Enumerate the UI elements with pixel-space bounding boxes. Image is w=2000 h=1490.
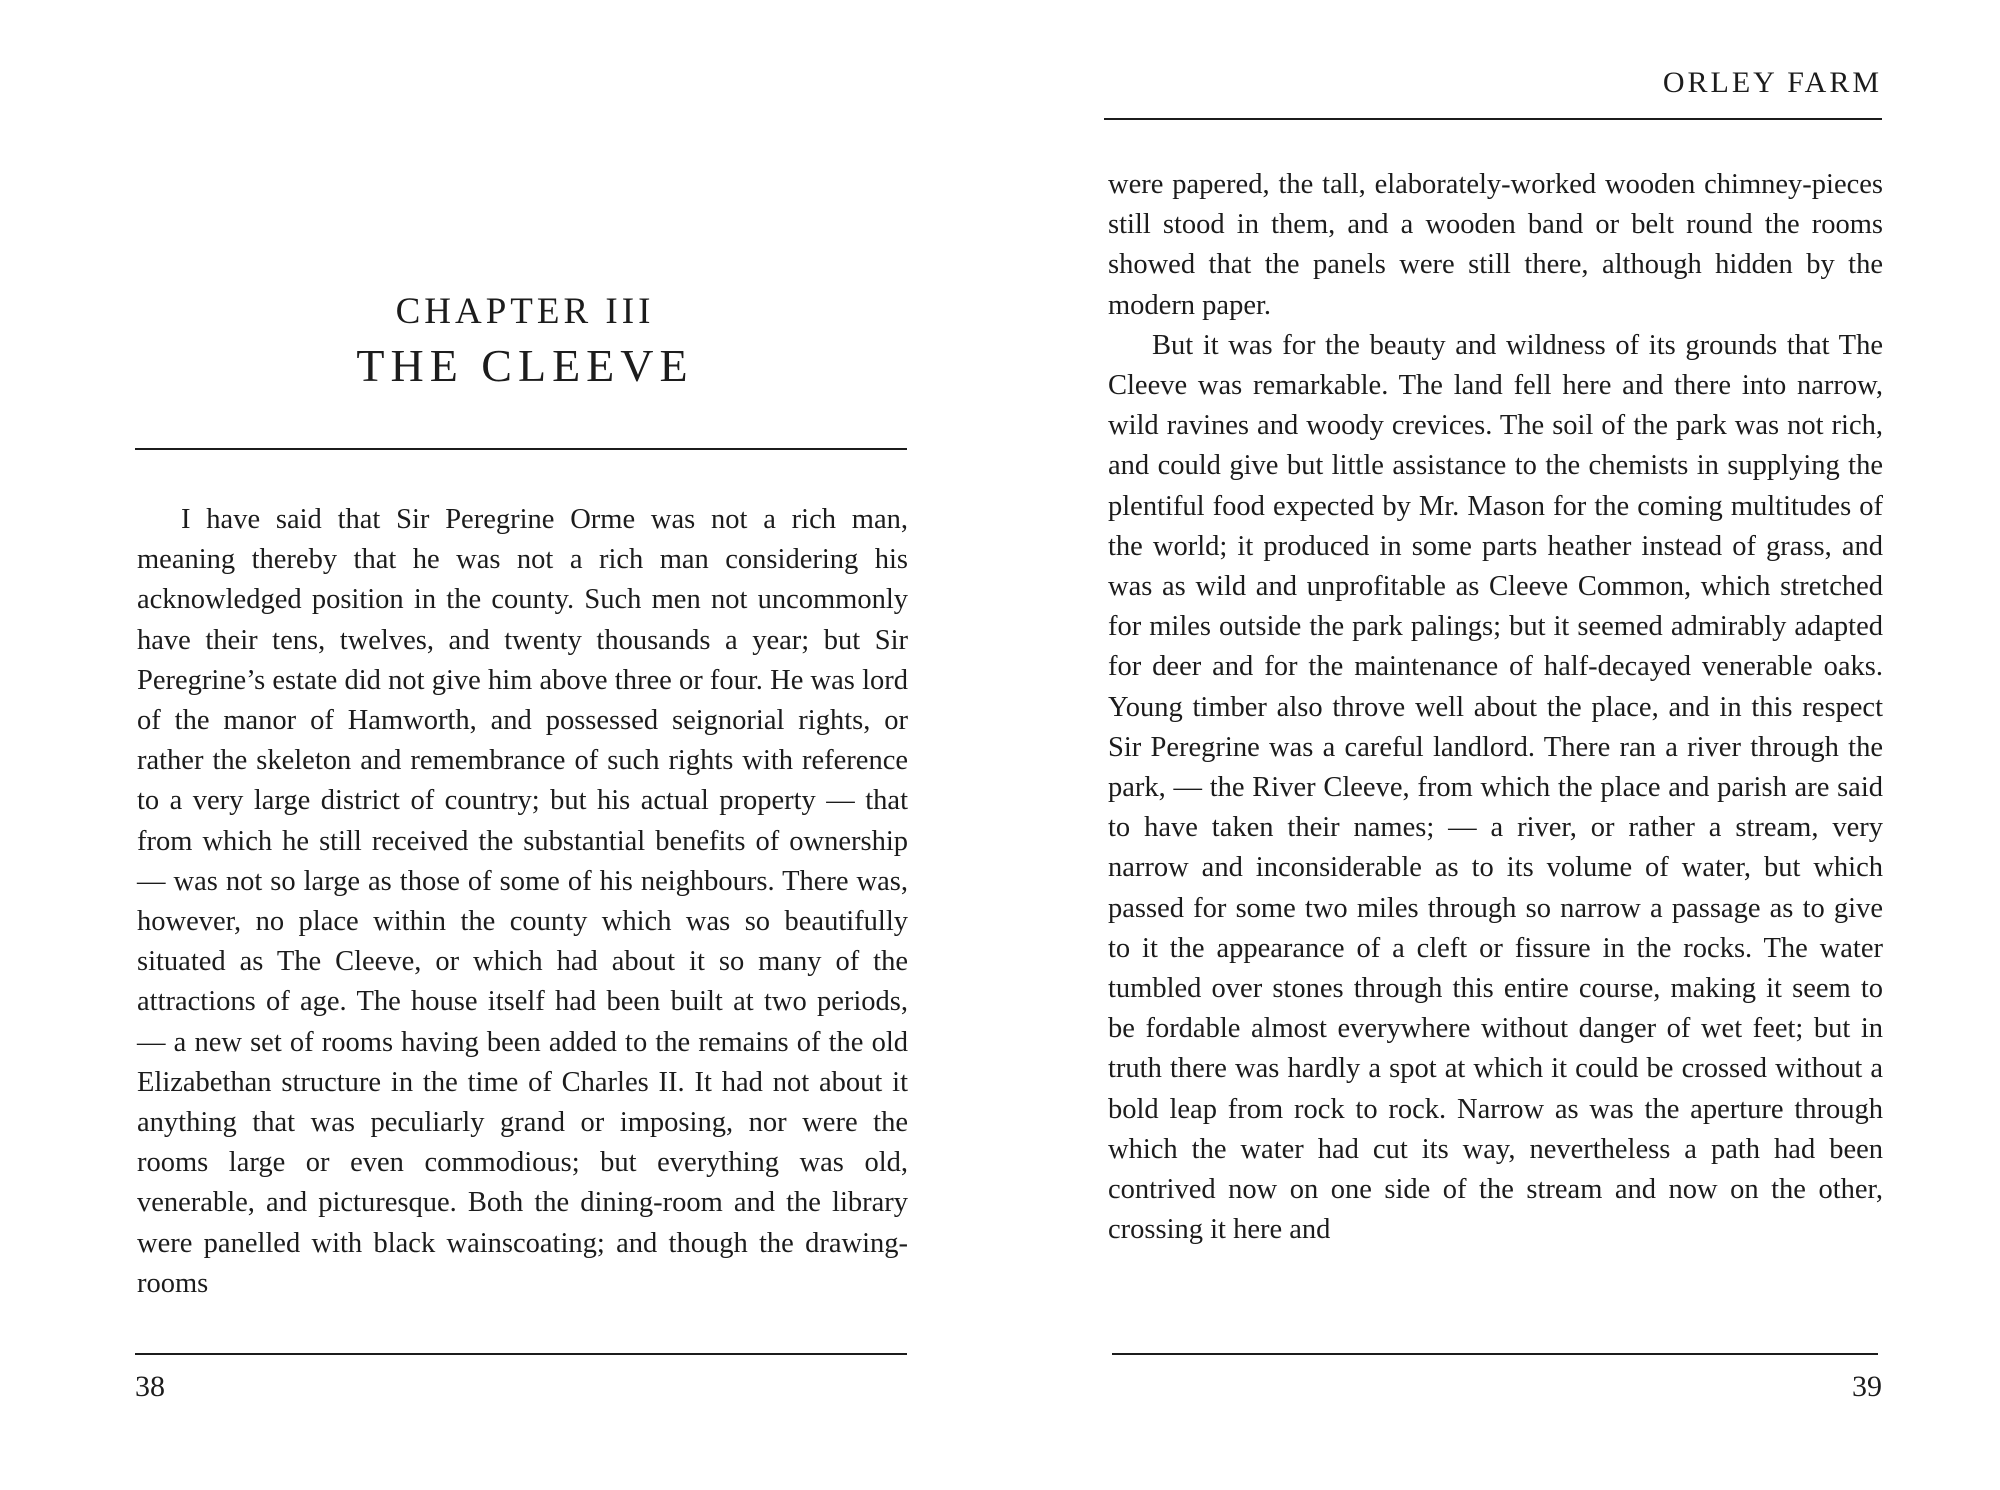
continued-paragraph: were papered, the tall, elaborately-worked wooden chimney-pieces still stood in them, and a wooden band or belt round the rooms showed that the panels were still there, although hidden by the modern paper. [1108, 169, 1883, 321]
left-page-paragraph: I have said that Sir Peregrine Orme was not a rich man, meaning thereby that he was not a rich man considering his acknowledged position in the county. Such men not uncommonly have their tens, twelves, and twenty thousands a year; but Sir Peregrine’s estate did not give him above three or four. He was lord of the manor of Hamworth, and possessed seignorial rights, or rather the skeleton and remembrance of such rights with reference to a very large district of country; but his actual property — that from which he still received the substantial benefits of ownership — was not so large as those of some of his neighbours. There was, however, no place within the county which was so beautifully situated as The Cleeve, or which had about it so many of the attractions of age. The house itself had been built at two periods, — a new set of rooms having been added to the remains of the old Elizabethan structure in the time of Charles II. It had not about it anything that was peculiarly grand or imposing, nor were the rooms large or even commodious; but everything was old, venerable, and picturesque. Both the dining-room and the library were panelled with black wainscoating; and though the drawing-rooms [137, 504, 908, 1299]
running-head: ORLEY FARM [1662, 66, 1882, 99]
left-footer-rule [135, 1353, 907, 1355]
right-page-number: 39 [1852, 1370, 1882, 1403]
right-page [1000, 0, 2000, 1490]
right-footer-rule [1112, 1353, 1878, 1355]
grounds-paragraph: But it was for the beauty and wildness of its grounds that The Cleeve was remarkable. The land fell here and there into narrow, wild ravines and woody crevices. The soil of the park was not rich, and could give but little assistance to the chemists in supplying the plentiful food expected by Mr. Mason for the coming multitudes of the world; it produced in some parts heather instead of grass, and was as wild and unprofitable as Cleeve Common, which stretched for miles outside the park palings; but it seemed admirably adapted for deer and for the maintenance of half-decayed venerable oaks. Young timber also throve well about the place, and in this respect Sir Peregrine was a careful landlord. There ran a river through the park, — the River Cleeve, from which the place and parish are said to have taken their names; — a river, or rather a stream, very narrow and inconsiderable as to its volume of water, but which passed for some two miles through so narrow a passage as to give to it the appearance of a cleft or fissure in the rocks. The water tumbled over stones through this entire course, making it seem to be fordable almost everywhere without danger of wet feet; but in truth there was hardly a spot at which it could be crossed without a bold leap from rock to rock. Narrow as was the aperture through which the water had cut its way, nevertheless a path had been contrived now on one side of the stream and now on the other, crossing it here and [1108, 329, 1883, 1246]
chapter-label: CHAPTER III [395, 291, 655, 332]
chapter-divider-rule [135, 448, 907, 450]
left-page-number: 38 [135, 1370, 165, 1403]
header-rule [1104, 118, 1882, 120]
chapter-heading [140, 290, 910, 394]
right-page-text [1108, 165, 1883, 1250]
chapter-title: THE CLEEVE [356, 340, 694, 391]
